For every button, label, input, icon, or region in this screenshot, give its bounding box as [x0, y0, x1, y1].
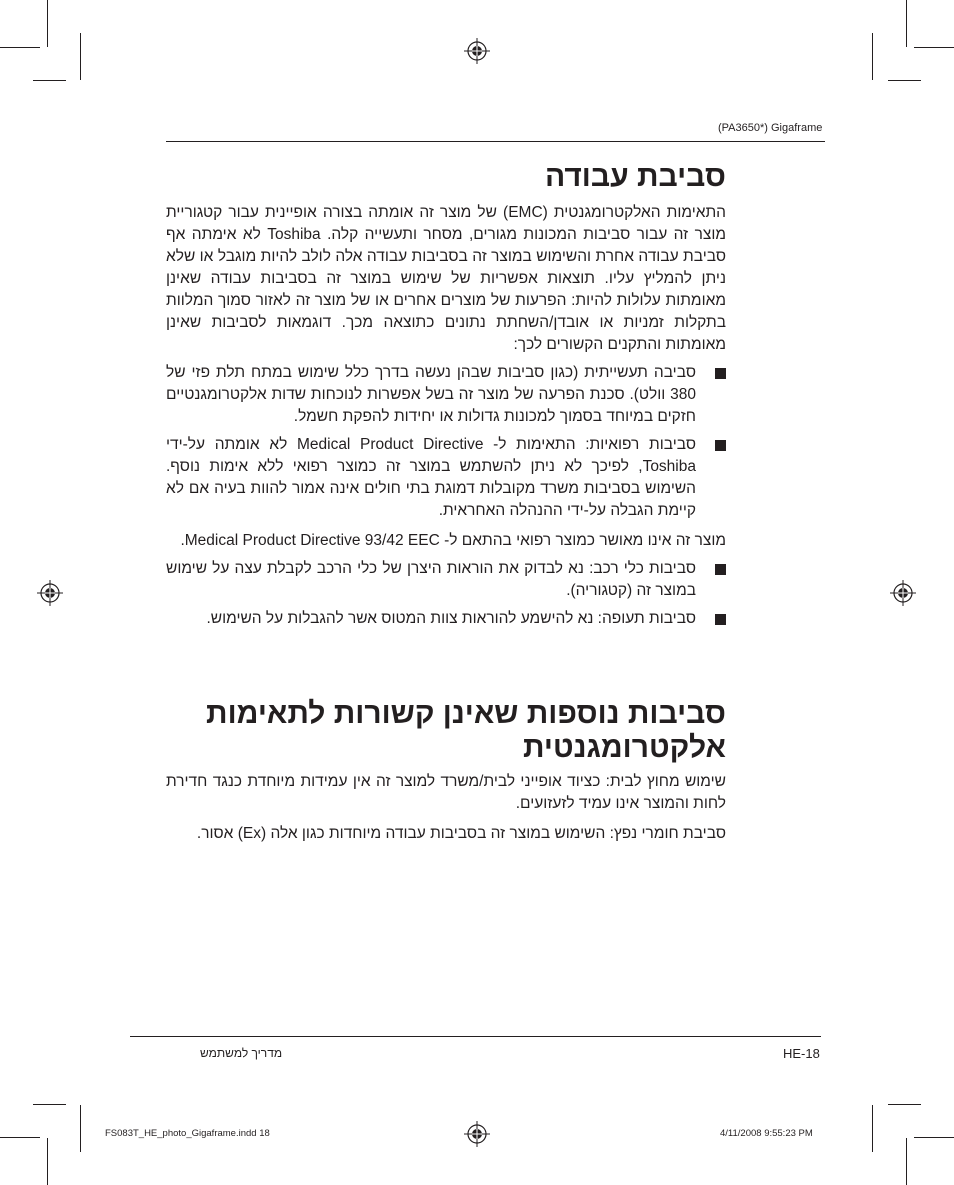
- crop-mark: [80, 1105, 81, 1152]
- crop-mark: [80, 33, 81, 80]
- body-paragraph: סביבת חומרי נפץ: השימוש במוצר זה בסביבות עבודה מיוחדות כגון אלה (Ex) אסור.: [196, 825, 726, 842]
- body-paragraph: שימוש מחוץ לבית: כציוד אופייני לבית/משרד למוצר זה אין עמידות מיוחדת כנגד חדירת לחות והמוצר אינו עמיד לזעזועים.: [166, 773, 726, 812]
- bullet-square-icon: [715, 614, 726, 625]
- footer-rule: [130, 1036, 821, 1037]
- registration-mark-icon: [464, 38, 490, 64]
- crop-mark: [872, 33, 873, 80]
- bullet-item: [166, 608, 726, 630]
- bullet-square-icon: [715, 564, 726, 575]
- crop-mark: [47, 1138, 48, 1185]
- section-other-environments: [166, 697, 726, 845]
- section-work-environment: [166, 160, 726, 630]
- crop-mark: [906, 1138, 907, 1185]
- bullet-text: סביבות כלי רכב: נא לבדוק את הוראות היצרן של כלי הרכב לקבלת עצה על שימוש במוצר זה (קטגוריה).: [166, 560, 696, 599]
- date-slug: 4/11/2008 9:55:23 PM: [720, 1128, 813, 1139]
- bullet-item: [166, 362, 726, 428]
- footer-guide-label: מדריך למשתמש: [200, 1046, 283, 1060]
- running-head: (PA3650*) Gigaframe: [718, 122, 823, 134]
- section-title: סביבות נוספות שאינן קשורות לתאימות אלקטרומגנטית: [206, 697, 726, 764]
- page-number: HE-18: [783, 1046, 820, 1061]
- registration-mark-icon: [464, 1121, 490, 1147]
- crop-mark: [914, 1137, 954, 1138]
- header-rule: [166, 141, 825, 142]
- section-title: סביבת עבודה: [544, 160, 726, 193]
- bullet-text: סביבות רפואיות: התאימות ל- Medical Product Directive לא אומתה על-ידי Toshiba, לפיכך לא ניתן להשתמש במוצר זה כמוצר רפואי ללא אימות נוסף. השימוש בסביבות משרד מקובלות דמוגת בתי חולים אינה אמור להוות בעיה אם לא קיימת הגבלה על-ידי ההנהלה האחראית.: [166, 436, 697, 519]
- crop-mark: [906, 0, 907, 47]
- crop-mark: [872, 1105, 873, 1152]
- crop-mark: [888, 80, 921, 81]
- file-slug: FS083T_HE_photo_Gigaframe.indd 18: [105, 1128, 270, 1139]
- crop-mark: [888, 1104, 921, 1105]
- bullet-text: סביבה תעשייתית (כגון סביבות שבהן נעשה בדרך כלל שימוש במתח תלת פזי של 380 וולט). סכנת הפרעה של מוצר זה בשל אפשרות לנוכחות שדות אלקטרומגנטיים חזקים במיוחד בסמוך למכונות גדולות או יחידות להפקת חשמל.: [166, 364, 696, 425]
- bullet-item: [166, 434, 726, 522]
- crop-mark: [33, 80, 66, 81]
- intro-paragraph: התאימות האלקטרומגנטית (EMC) של מוצר זה אומתה בצורה אופיינית עבור קטגוריית מוצר זה עבור סביבות המכונות מגורים, מסחר ותעשייה קלה. Toshiba לא אימתה אף סביבת עבודה אחרת והשימוש במוצר זה בסביבות עבודה אלה לולב להיות מוגבל או שלא ניתן להמליץ עליו. תוצאות אפשריות של שימוש במוצר זה בסביבות עבודה שאינן מאומתות עלולות להיות: הפרעות של מוצרים אחרים או של מוצר זה לאזור סמוך המלוות בתקלות זמניות או אובדן/השחתת נתונים כתוצאה מכך. דוגמאות לסביבות שאינן מאומתות והתקנים הקשורים לכך:: [166, 204, 726, 353]
- crop-mark: [914, 47, 954, 48]
- crop-mark: [33, 1104, 66, 1105]
- crop-mark: [0, 47, 40, 48]
- crop-mark: [47, 0, 48, 47]
- bullet-text: סביבות תעופה: נא להישמע להוראות צוות המטוס אשר להגבלות על השימוש.: [206, 610, 696, 627]
- registration-mark-icon: [37, 580, 63, 606]
- bullet-square-icon: [715, 368, 726, 379]
- note-paragraph: מוצר זה אינו מאושר כמוצר רפואי בהתאם ל- Medical Product Directive 93/42 EEC.: [180, 532, 726, 549]
- bullet-item: [166, 558, 726, 602]
- crop-mark: [0, 1137, 40, 1138]
- bullet-square-icon: [715, 440, 726, 451]
- registration-mark-icon: [890, 580, 916, 606]
